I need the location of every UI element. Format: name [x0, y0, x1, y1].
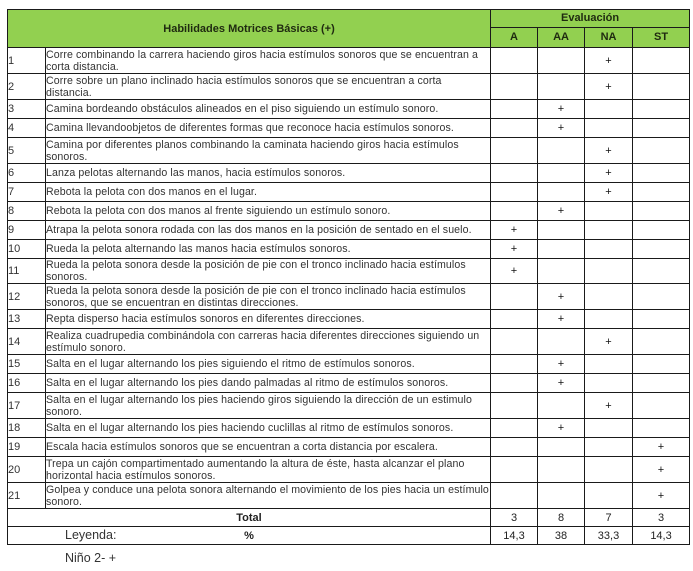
mark-a — [491, 457, 538, 483]
mark-na — [585, 483, 633, 509]
mark-aa: + — [538, 119, 585, 138]
table-row — [8, 419, 690, 438]
total-a: 3 — [491, 509, 538, 527]
mark-st — [633, 183, 690, 202]
skill-description: Trepa un cajón compartimentado aumentando la altura de éste, hasta alcanzar el plano horizontal hacia estímulos sonoros. — [46, 457, 491, 483]
mark-na — [585, 119, 633, 138]
skill-description: Lanza pelotas alternando las manos, hacia estímulos sonoros. — [46, 164, 491, 183]
mark-aa — [538, 48, 585, 74]
mark-na — [585, 284, 633, 310]
total-aa: 8 — [538, 509, 585, 527]
column-header-a: A — [491, 27, 538, 47]
column-header-aa: AA — [538, 27, 585, 47]
percent-a: 14,3 — [491, 527, 538, 545]
mark-a — [491, 310, 538, 329]
row-number: 5 — [8, 138, 46, 164]
table-row — [8, 483, 690, 509]
skill-description: Rebota la pelota con dos manos al frente siguiendo un estímulo sonoro. — [46, 202, 491, 221]
row-number: 4 — [8, 119, 46, 138]
mark-aa: + — [538, 310, 585, 329]
mark-na — [585, 457, 633, 483]
mark-st — [633, 240, 690, 259]
mark-aa — [538, 164, 585, 183]
skill-description: Escala hacia estímulos sonoros que se encuentran a corta distancia por escalera. — [46, 438, 491, 457]
percent-aa: 38 — [538, 527, 585, 545]
mark-aa — [538, 457, 585, 483]
mark-aa — [538, 221, 585, 240]
mark-na: + — [585, 393, 633, 419]
total-na: 7 — [585, 509, 633, 527]
row-number: 2 — [8, 74, 46, 100]
row-number: 7 — [8, 183, 46, 202]
mark-aa: + — [538, 202, 585, 221]
mark-na — [585, 259, 633, 284]
mark-aa: + — [538, 100, 585, 119]
mark-aa — [538, 183, 585, 202]
skill-description: Salta en el lugar alternando los pies siguiendo el ritmo de estímulos sonoros. — [46, 355, 491, 374]
percent-label: % — [8, 527, 491, 545]
mark-na — [585, 202, 633, 221]
mark-a — [491, 419, 538, 438]
skill-description: Atrapa la pelota sonora rodada con las dos manos en la posición de sentado en el suelo. — [46, 221, 491, 240]
mark-na: + — [585, 183, 633, 202]
table-row — [8, 259, 690, 284]
row-number: 10 — [8, 240, 46, 259]
skill-description: Camina bordeando obstáculos alineados en el piso siguiendo un estímulo sonoro. — [46, 100, 491, 119]
mark-aa: + — [538, 374, 585, 393]
mark-a — [491, 100, 538, 119]
skill-description: Salta en el lugar alternando los pies haciendo giros siguiendo la dirección de un estimulo sonoro. — [46, 393, 491, 419]
mark-a — [491, 119, 538, 138]
mark-a: + — [491, 221, 538, 240]
table-row — [8, 183, 690, 202]
mark-aa — [538, 259, 585, 284]
skill-description: Golpea y conduce una pelota sonora alternando el movimiento de los pies hacia un estímulo sonoro. — [46, 483, 489, 508]
skill-description: Rueda la pelota sonora desde la posición de pie con el tronco inclinado hacia estímulos sonoros. — [46, 259, 491, 284]
row-number: 20 — [8, 457, 46, 483]
row-number: 12 — [8, 284, 46, 310]
mark-st — [633, 284, 690, 310]
table-row — [8, 138, 690, 164]
row-number: 16 — [8, 374, 46, 393]
percent-na: 33,3 — [585, 527, 633, 545]
mark-st — [633, 100, 690, 119]
table-body — [8, 48, 690, 509]
skill-description: Corre combinando la carrera haciendo giros hacia estímulos sonoros que se encuentran a corta distancia. — [46, 48, 491, 74]
row-number: 21 — [8, 483, 46, 509]
table-row — [8, 202, 690, 221]
skill-description: Camina llevandoobjetos de diferentes formas que reconoce hacia estímulos sonoros. — [46, 119, 491, 138]
row-number: 11 — [8, 259, 46, 284]
mark-na — [585, 221, 633, 240]
mark-st — [633, 138, 690, 164]
mark-st — [633, 419, 690, 438]
mark-aa — [538, 393, 585, 419]
row-number: 18 — [8, 419, 46, 438]
mark-na: + — [585, 164, 633, 183]
mark-st — [633, 74, 690, 100]
skill-description: Repta disperso hacia estímulos sonoros en diferentes direcciones. — [46, 310, 491, 329]
column-header-st: ST — [633, 27, 690, 47]
mark-aa: + — [538, 355, 585, 374]
skill-description: Rueda la pelota sonora desde la posición de pie con el tronco inclinado hacia estímulos sonoros, que se encuentran en distintas direcciones. — [46, 284, 491, 310]
mark-na — [585, 419, 633, 438]
mark-st — [633, 202, 690, 221]
mark-a — [491, 483, 538, 509]
table-row — [8, 393, 690, 419]
row-number: 1 — [8, 48, 46, 74]
mark-a: + — [491, 259, 538, 284]
mark-st: + — [633, 483, 690, 509]
mark-na — [585, 240, 633, 259]
row-number: 6 — [8, 164, 46, 183]
mark-aa — [538, 329, 585, 355]
mark-a — [491, 138, 538, 164]
mark-st — [633, 393, 690, 419]
mark-a — [491, 48, 538, 74]
skill-description: Rueda la pelota alternando las manos hacia estímulos sonoros. — [46, 240, 491, 259]
legend-title: Leyenda: — [65, 528, 117, 542]
table-row — [8, 240, 690, 259]
mark-aa — [538, 483, 585, 509]
mark-st — [633, 310, 690, 329]
mark-na — [585, 100, 633, 119]
mark-st: + — [633, 438, 690, 457]
mark-na — [585, 438, 633, 457]
mark-aa: + — [538, 419, 585, 438]
row-number: 8 — [8, 202, 46, 221]
mark-a — [491, 374, 538, 393]
mark-na — [585, 310, 633, 329]
mark-st — [633, 355, 690, 374]
mark-na: + — [585, 329, 633, 355]
mark-st — [633, 329, 690, 355]
mark-st — [633, 164, 690, 183]
total-label: Total — [8, 509, 491, 527]
mark-a — [491, 74, 538, 100]
table-row — [8, 119, 690, 138]
table-row — [8, 164, 690, 183]
row-number: 17 — [8, 393, 46, 419]
mark-st — [633, 259, 690, 284]
skills-header: Habilidades Motrices Básicas (+) — [8, 10, 491, 48]
skill-description: Camina por diferentes planos combinando la caminata haciendo giros hacia estímulos sonoros. — [46, 138, 491, 164]
mark-a: + — [491, 240, 538, 259]
total-row — [8, 509, 690, 527]
mark-st — [633, 374, 690, 393]
legend-line: Niño 2- + — [65, 551, 117, 565]
row-number: 3 — [8, 100, 46, 119]
mark-st — [633, 221, 690, 240]
mark-a — [491, 438, 538, 457]
mark-na: + — [585, 74, 633, 100]
mark-na — [585, 355, 633, 374]
table-row — [8, 457, 690, 483]
mark-na: + — [585, 48, 633, 74]
skill-description: Corre sobre un plano inclinado hacia estímulos sonoros que se encuentran a corta distancia. — [46, 74, 491, 100]
mark-aa — [538, 138, 585, 164]
mark-na: + — [585, 138, 633, 164]
skill-description: Realiza cuadrupedia combinándola con carreras hacia diferentes direcciones siguiendo un estímulo sonoro. — [46, 329, 491, 355]
mark-aa — [538, 240, 585, 259]
evaluation-table — [7, 9, 690, 545]
mark-a — [491, 329, 538, 355]
row-number: 19 — [8, 438, 46, 457]
mark-a — [491, 284, 538, 310]
table-row — [8, 48, 690, 74]
row-number: 15 — [8, 355, 46, 374]
row-number: 14 — [8, 329, 46, 355]
mark-a — [491, 183, 538, 202]
table-row — [8, 329, 690, 355]
table-row — [8, 310, 690, 329]
mark-aa — [538, 74, 585, 100]
mark-st: + — [633, 457, 690, 483]
mark-st — [633, 119, 690, 138]
row-number: 13 — [8, 310, 46, 329]
mark-a — [491, 355, 538, 374]
table-row — [8, 74, 690, 100]
mark-st — [633, 48, 690, 74]
table-row — [8, 374, 690, 393]
mark-a — [491, 202, 538, 221]
table-row — [8, 100, 690, 119]
table-row — [8, 438, 690, 457]
mark-aa — [538, 438, 585, 457]
table-row — [8, 355, 690, 374]
percent-st: 14,3 — [633, 527, 690, 545]
skill-description: Rebota la pelota con dos manos en el lugar. — [46, 183, 491, 202]
mark-a — [491, 393, 538, 419]
column-header-na: NA — [585, 27, 633, 47]
evaluation-header: Evaluación — [491, 10, 690, 28]
skill-description: Salta en el lugar alternando los pies dando palmadas al ritmo de estímulos sonoros. — [46, 374, 491, 393]
mark-na — [585, 374, 633, 393]
total-st: 3 — [633, 509, 690, 527]
table-row — [8, 284, 690, 310]
skill-description: Salta en el lugar alternando los pies haciendo cuclillas al ritmo de estímulos sonoros. — [46, 419, 491, 438]
row-number: 9 — [8, 221, 46, 240]
table-row — [8, 221, 690, 240]
mark-a — [491, 164, 538, 183]
mark-aa: + — [538, 284, 585, 310]
